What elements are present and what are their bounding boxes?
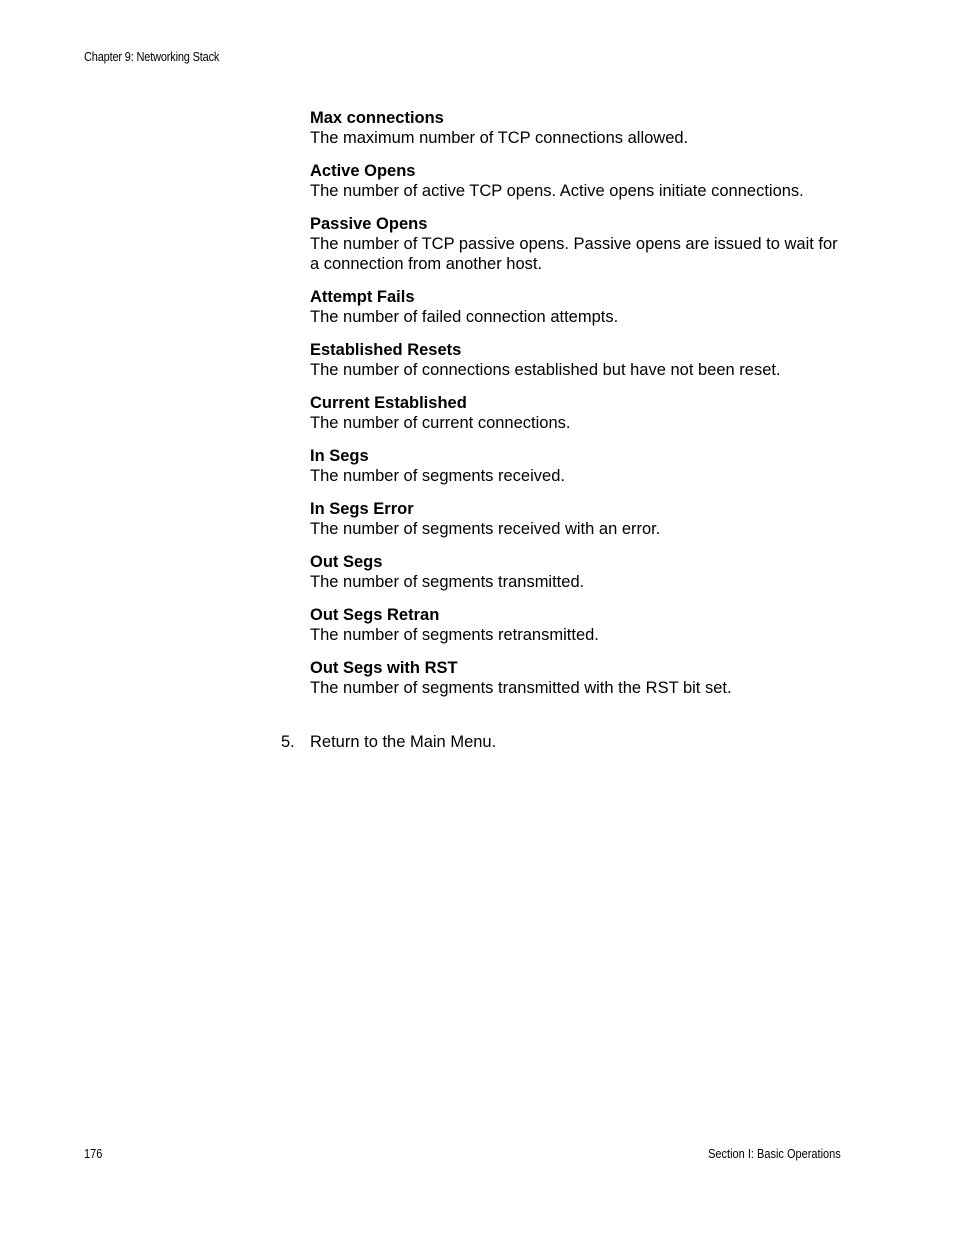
- definition-item: [310, 161, 870, 201]
- definition-item: [310, 499, 870, 539]
- definition-item: [310, 214, 870, 274]
- term-description: The number of segments transmitted.: [310, 573, 585, 591]
- term-name: Passive Opens: [310, 215, 428, 233]
- term-name: Current Established: [310, 394, 467, 412]
- term-description: The number of segments retransmitted.: [310, 626, 599, 644]
- term-name: Active Opens: [310, 162, 416, 180]
- term-name: Attempt Fails: [310, 288, 415, 306]
- term-name: Out Segs: [310, 553, 383, 571]
- term-name: In Segs Error: [310, 500, 414, 518]
- step-text: Return to the Main Menu.: [310, 733, 497, 751]
- procedure-step: [281, 732, 496, 752]
- definition-item: [310, 605, 870, 645]
- running-footer-section: Section I: Basic Operations: [708, 1147, 841, 1161]
- term-description: The number of TCP passive opens. Passive opens are issued to wait for a connection from another host.: [310, 235, 838, 273]
- definition-item: [310, 108, 870, 148]
- page-number: 176: [84, 1147, 103, 1161]
- term-name: Out Segs with RST: [310, 659, 458, 677]
- definition-item: [310, 446, 870, 486]
- term-description: The number of segments received with an error.: [310, 520, 661, 538]
- running-header: Chapter 9: Networking Stack: [84, 50, 220, 64]
- term-description: The number of failed connection attempts.: [310, 308, 619, 326]
- definition-item: [310, 287, 870, 327]
- definition-list: [310, 108, 870, 711]
- term-description: The number of current connections.: [310, 414, 571, 432]
- definition-item: [310, 658, 870, 698]
- term-description: The number of segments received.: [310, 467, 565, 485]
- definition-item: [310, 340, 870, 380]
- term-description: The number of connections established but have not been reset.: [310, 361, 781, 379]
- term-name: Established Resets: [310, 341, 462, 359]
- definition-item: [310, 393, 870, 433]
- definition-item: [310, 552, 870, 592]
- term-description: The number of segments transmitted with the RST bit set.: [310, 679, 732, 697]
- term-description: The maximum number of TCP connections allowed.: [310, 129, 689, 147]
- term-name: Max connections: [310, 109, 444, 127]
- term-description: The number of active TCP opens. Active opens initiate connections.: [310, 182, 804, 200]
- step-number: 5.: [281, 733, 295, 751]
- term-name: In Segs: [310, 447, 369, 465]
- term-name: Out Segs Retran: [310, 606, 440, 624]
